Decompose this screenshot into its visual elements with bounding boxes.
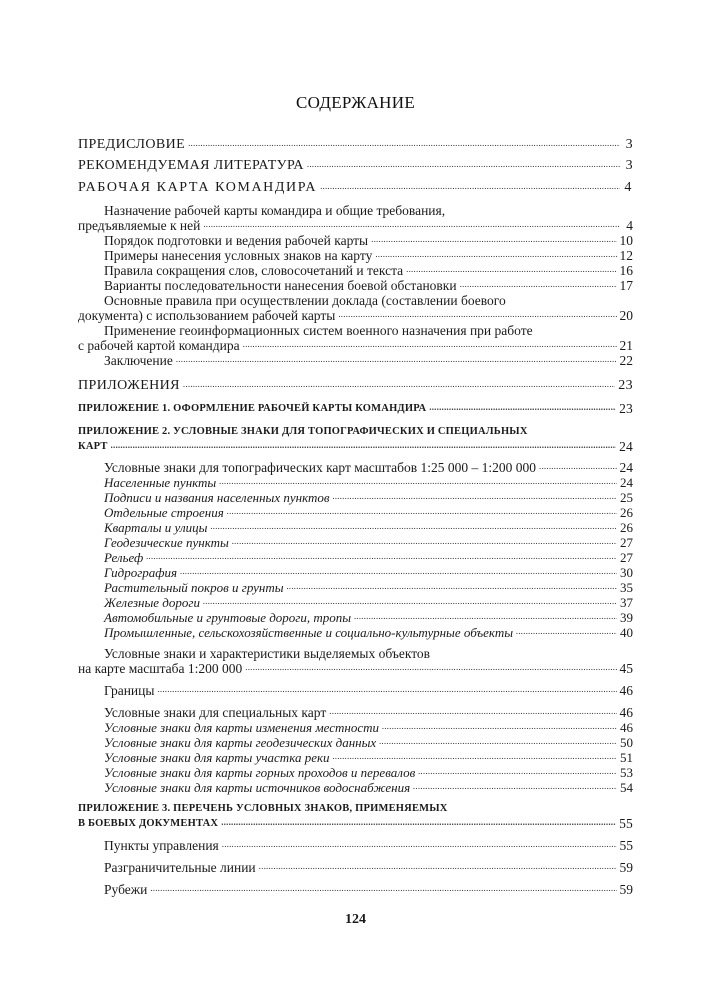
leader-dots [203, 218, 620, 233]
entry-page: 23 [619, 401, 633, 416]
entry-title: В БОЕВЫХ ДОКУМЕНТАХ [78, 818, 219, 829]
toc-entry-purpose[interactable] [78, 218, 633, 233]
leader-dots [221, 816, 616, 831]
entry-page: 51 [620, 750, 633, 765]
toc-entry-characteristics-line1: Условные знаки и характеристики выделяемых объектов [104, 646, 431, 661]
entry-title: Пункты управления [104, 838, 219, 853]
leader-dots [329, 705, 616, 720]
entry-title: Рубежи [104, 882, 148, 897]
entry-title: Условные знаки для карты геодезических данных [104, 735, 377, 750]
entry-title: Условные знаки для карты горных проходов и перевалов [104, 765, 416, 780]
leader-dots [379, 735, 617, 750]
entry-title: Геодезические пункты [104, 535, 229, 550]
page-number: 124 [345, 912, 366, 927]
entry-page: 59 [619, 860, 633, 875]
entry-title: ПРИЛОЖЕНИЕ 1. ОФОРМЛЕНИЕ РАБОЧЕЙ КАРТЫ КОМАНДИРА [78, 403, 427, 414]
toc-entry-work-map[interactable] [78, 180, 633, 195]
toc-entry-special[interactable] [78, 705, 633, 720]
toc-entry-topo-item[interactable] [78, 595, 633, 610]
entry-title: на карте масштаба 1:200 000 [78, 661, 243, 676]
entry-title: ПРЕДИСЛОВИЕ [78, 137, 186, 152]
entry-page: 26 [620, 505, 633, 520]
leader-dots [320, 180, 620, 195]
entry-title: Условные знаки для карты участка реки [104, 750, 330, 765]
toc-entry-appendices[interactable] [78, 378, 633, 393]
toc-entry-special-item[interactable] [78, 780, 633, 795]
entry-title: Варианты последовательности нанесения боевой обстановки [104, 278, 457, 293]
leader-dots [338, 308, 616, 323]
toc-entry-boundaries[interactable] [78, 882, 633, 897]
entry-page: 46 [620, 720, 633, 735]
entry-page: 23 [618, 378, 633, 393]
toc-entry-topo-item[interactable] [78, 520, 633, 535]
toc-entry-order[interactable] [78, 233, 633, 248]
toc-entry-appendix-3[interactable] [78, 816, 633, 831]
toc-entry-dividing-lines[interactable] [78, 860, 633, 875]
entry-page: 46 [619, 705, 633, 720]
entry-page: 27 [620, 550, 633, 565]
leader-dots [418, 765, 617, 780]
entry-page: 26 [620, 520, 633, 535]
entry-page: 20 [619, 308, 633, 323]
leader-dots [146, 550, 617, 565]
toc-entry-topo-item[interactable] [78, 550, 633, 565]
leader-dots [307, 158, 620, 173]
toc-entry-gis-line1: Применение геоинформационных систем военного назначения при работе [104, 323, 533, 338]
entry-title: Границы [104, 683, 155, 698]
entry-title: с рабочей картой командира [78, 338, 240, 353]
entry-page: 4 [626, 218, 633, 233]
toc-entry-report-line1: Основные правила при осуществлении доклада (составлении боевого [104, 293, 506, 308]
entry-page: 24 [619, 460, 633, 475]
entry-page: 53 [620, 765, 633, 780]
leader-dots [413, 780, 617, 795]
toc-entry-topo-item[interactable] [78, 580, 633, 595]
entry-page: 35 [620, 580, 633, 595]
entry-page: 30 [620, 565, 633, 580]
leader-dots [188, 137, 620, 152]
entry-page: 12 [619, 248, 633, 263]
entry-page: 3 [625, 158, 633, 173]
toc-entry-special-item[interactable] [78, 720, 633, 735]
entry-page: 55 [619, 816, 633, 831]
leader-dots [111, 439, 617, 454]
entry-title: Правила сокращения слов, словосочетаний и текста [104, 263, 404, 278]
entry-page: 16 [619, 263, 633, 278]
entry-title: Разграничительные линии [104, 860, 256, 875]
entry-title: Условные знаки для специальных карт [104, 705, 327, 720]
entry-title: Условные знаки для карты изменения местности [104, 720, 380, 735]
leader-dots [429, 401, 616, 416]
entry-title: Отдельные строения [104, 505, 224, 520]
entry-page: 24 [619, 439, 633, 454]
toc-entry-topo-item[interactable] [78, 625, 633, 640]
toc-entry-preface[interactable] [78, 137, 633, 152]
leader-dots [371, 233, 616, 248]
leader-dots [203, 595, 617, 610]
leader-dots [183, 378, 615, 393]
leader-dots [232, 535, 617, 550]
leader-dots [227, 505, 617, 520]
entry-page: 50 [620, 735, 633, 750]
entry-title: Рельеф [104, 550, 144, 565]
toc-entry-examples[interactable] [78, 248, 633, 263]
leader-dots [150, 882, 616, 897]
entry-page: 54 [620, 780, 633, 795]
leader-dots [333, 490, 617, 505]
entry-page: 17 [619, 278, 633, 293]
entry-title: Автомобильные и грунтовые дороги, тропы [104, 610, 352, 625]
entry-title: РАБОЧАЯ КАРТА КОМАНДИРА [78, 180, 318, 195]
entry-title: Условные знаки для топографических карт масштабов 1:25 000 – 1:200 000 [104, 460, 537, 475]
entry-page: 22 [619, 353, 633, 368]
toc-entry-topo-item[interactable] [78, 535, 633, 550]
entry-page: 4 [624, 180, 633, 195]
entry-title: документа) с использованием рабочей карты [78, 308, 336, 323]
entry-page: 3 [625, 137, 633, 152]
entry-page: 59 [619, 882, 633, 897]
entry-title: Примеры нанесения условных знаков на карту [104, 248, 373, 263]
leader-dots [243, 338, 617, 353]
leader-dots [375, 248, 616, 263]
toc-entry-topo-item[interactable] [78, 490, 633, 505]
toc-entry-special-item[interactable] [78, 735, 633, 750]
leader-dots [222, 838, 617, 853]
entry-title: Порядок подготовки и ведения рабочей карты [104, 233, 369, 248]
toc-entry-purpose-line1: Назначение рабочей карты командира и общие требования, [104, 203, 446, 218]
entry-title: Условные знаки для карты источников водоснабжения [104, 780, 411, 795]
entry-title: КАРТ [78, 441, 108, 452]
entry-title: предъявляемые к ней [78, 218, 201, 233]
toc-entry-variants[interactable] [78, 278, 633, 293]
leader-dots [406, 263, 616, 278]
entry-title: Заключение [104, 353, 173, 368]
entry-title: Растительный покров и грунты [104, 580, 284, 595]
leader-dots [460, 278, 617, 293]
toc-entry-topo-item[interactable] [78, 565, 633, 580]
toc-entry-report[interactable] [78, 308, 633, 323]
leader-dots [210, 520, 617, 535]
leader-dots [245, 661, 616, 676]
entry-page: 21 [619, 338, 633, 353]
toc-entry-topo[interactable] [78, 460, 633, 475]
leader-dots [382, 720, 617, 735]
entry-page: 40 [620, 625, 633, 640]
entry-page: 46 [619, 683, 633, 698]
leader-dots [287, 580, 617, 595]
toc-entry-appendix-3-line1: ПРИЛОЖЕНИЕ 3. ПЕРЕЧЕНЬ УСЛОВНЫХ ЗНАКОВ, ПРИМЕНЯЕМЫХ [78, 803, 448, 814]
leader-dots [516, 625, 617, 640]
leader-dots [219, 475, 617, 490]
entry-title: Кварталы и улицы [104, 520, 208, 535]
leader-dots [176, 353, 617, 368]
entry-title: Гидрография [104, 565, 178, 580]
leader-dots [157, 683, 616, 698]
toc-entry-characteristics[interactable] [78, 661, 633, 676]
entry-page: 25 [620, 490, 633, 505]
leader-dots [539, 460, 616, 475]
toc-entry-control-points[interactable] [78, 838, 633, 853]
toc-entry-topo-item[interactable] [78, 505, 633, 520]
toc-entry-appendix-2[interactable] [78, 439, 633, 454]
entry-page: 27 [620, 535, 633, 550]
page-title: СОДЕРЖАНИЕ [295, 93, 416, 112]
leader-dots [180, 565, 617, 580]
entry-page: 55 [619, 838, 633, 853]
toc-entry-gis[interactable] [78, 338, 633, 353]
toc-entry-special-item[interactable] [78, 750, 633, 765]
entry-title: Железные дороги [104, 595, 200, 610]
toc-entry-abbrev[interactable] [78, 263, 633, 278]
toc-entry-conclusion[interactable] [78, 353, 633, 368]
toc-entry-topo-item[interactable] [78, 610, 633, 625]
leader-dots [333, 750, 617, 765]
entry-page: 24 [620, 475, 633, 490]
toc-entry-literature[interactable] [78, 158, 633, 173]
toc-entry-topo-item[interactable] [78, 475, 633, 490]
entry-title: РЕКОМЕНДУЕМАЯ ЛИТЕРАТУРА [78, 158, 304, 173]
entry-title: ПРИЛОЖЕНИЯ [78, 378, 180, 393]
entry-page: 45 [619, 661, 633, 676]
entry-page: 10 [619, 233, 633, 248]
entry-title: Подписи и названия населенных пунктов [104, 490, 330, 505]
leader-dots [354, 610, 617, 625]
entry-page: 37 [620, 595, 633, 610]
toc-entry-borders[interactable] [78, 683, 633, 698]
leader-dots [259, 860, 617, 875]
entry-title: Населенные пункты [104, 475, 217, 490]
entry-title: Промышленные, сельскохозяйственные и социально-культурные объекты [104, 625, 514, 640]
toc-entry-appendix-1[interactable] [78, 401, 633, 416]
toc-entry-appendix-2-line1: ПРИЛОЖЕНИЕ 2. УСЛОВНЫЕ ЗНАКИ ДЛЯ ТОПОГРАФИЧЕСКИХ И СПЕЦИАЛЬНЫХ [78, 426, 528, 437]
entry-page: 39 [620, 610, 633, 625]
toc-entry-special-item[interactable] [78, 765, 633, 780]
